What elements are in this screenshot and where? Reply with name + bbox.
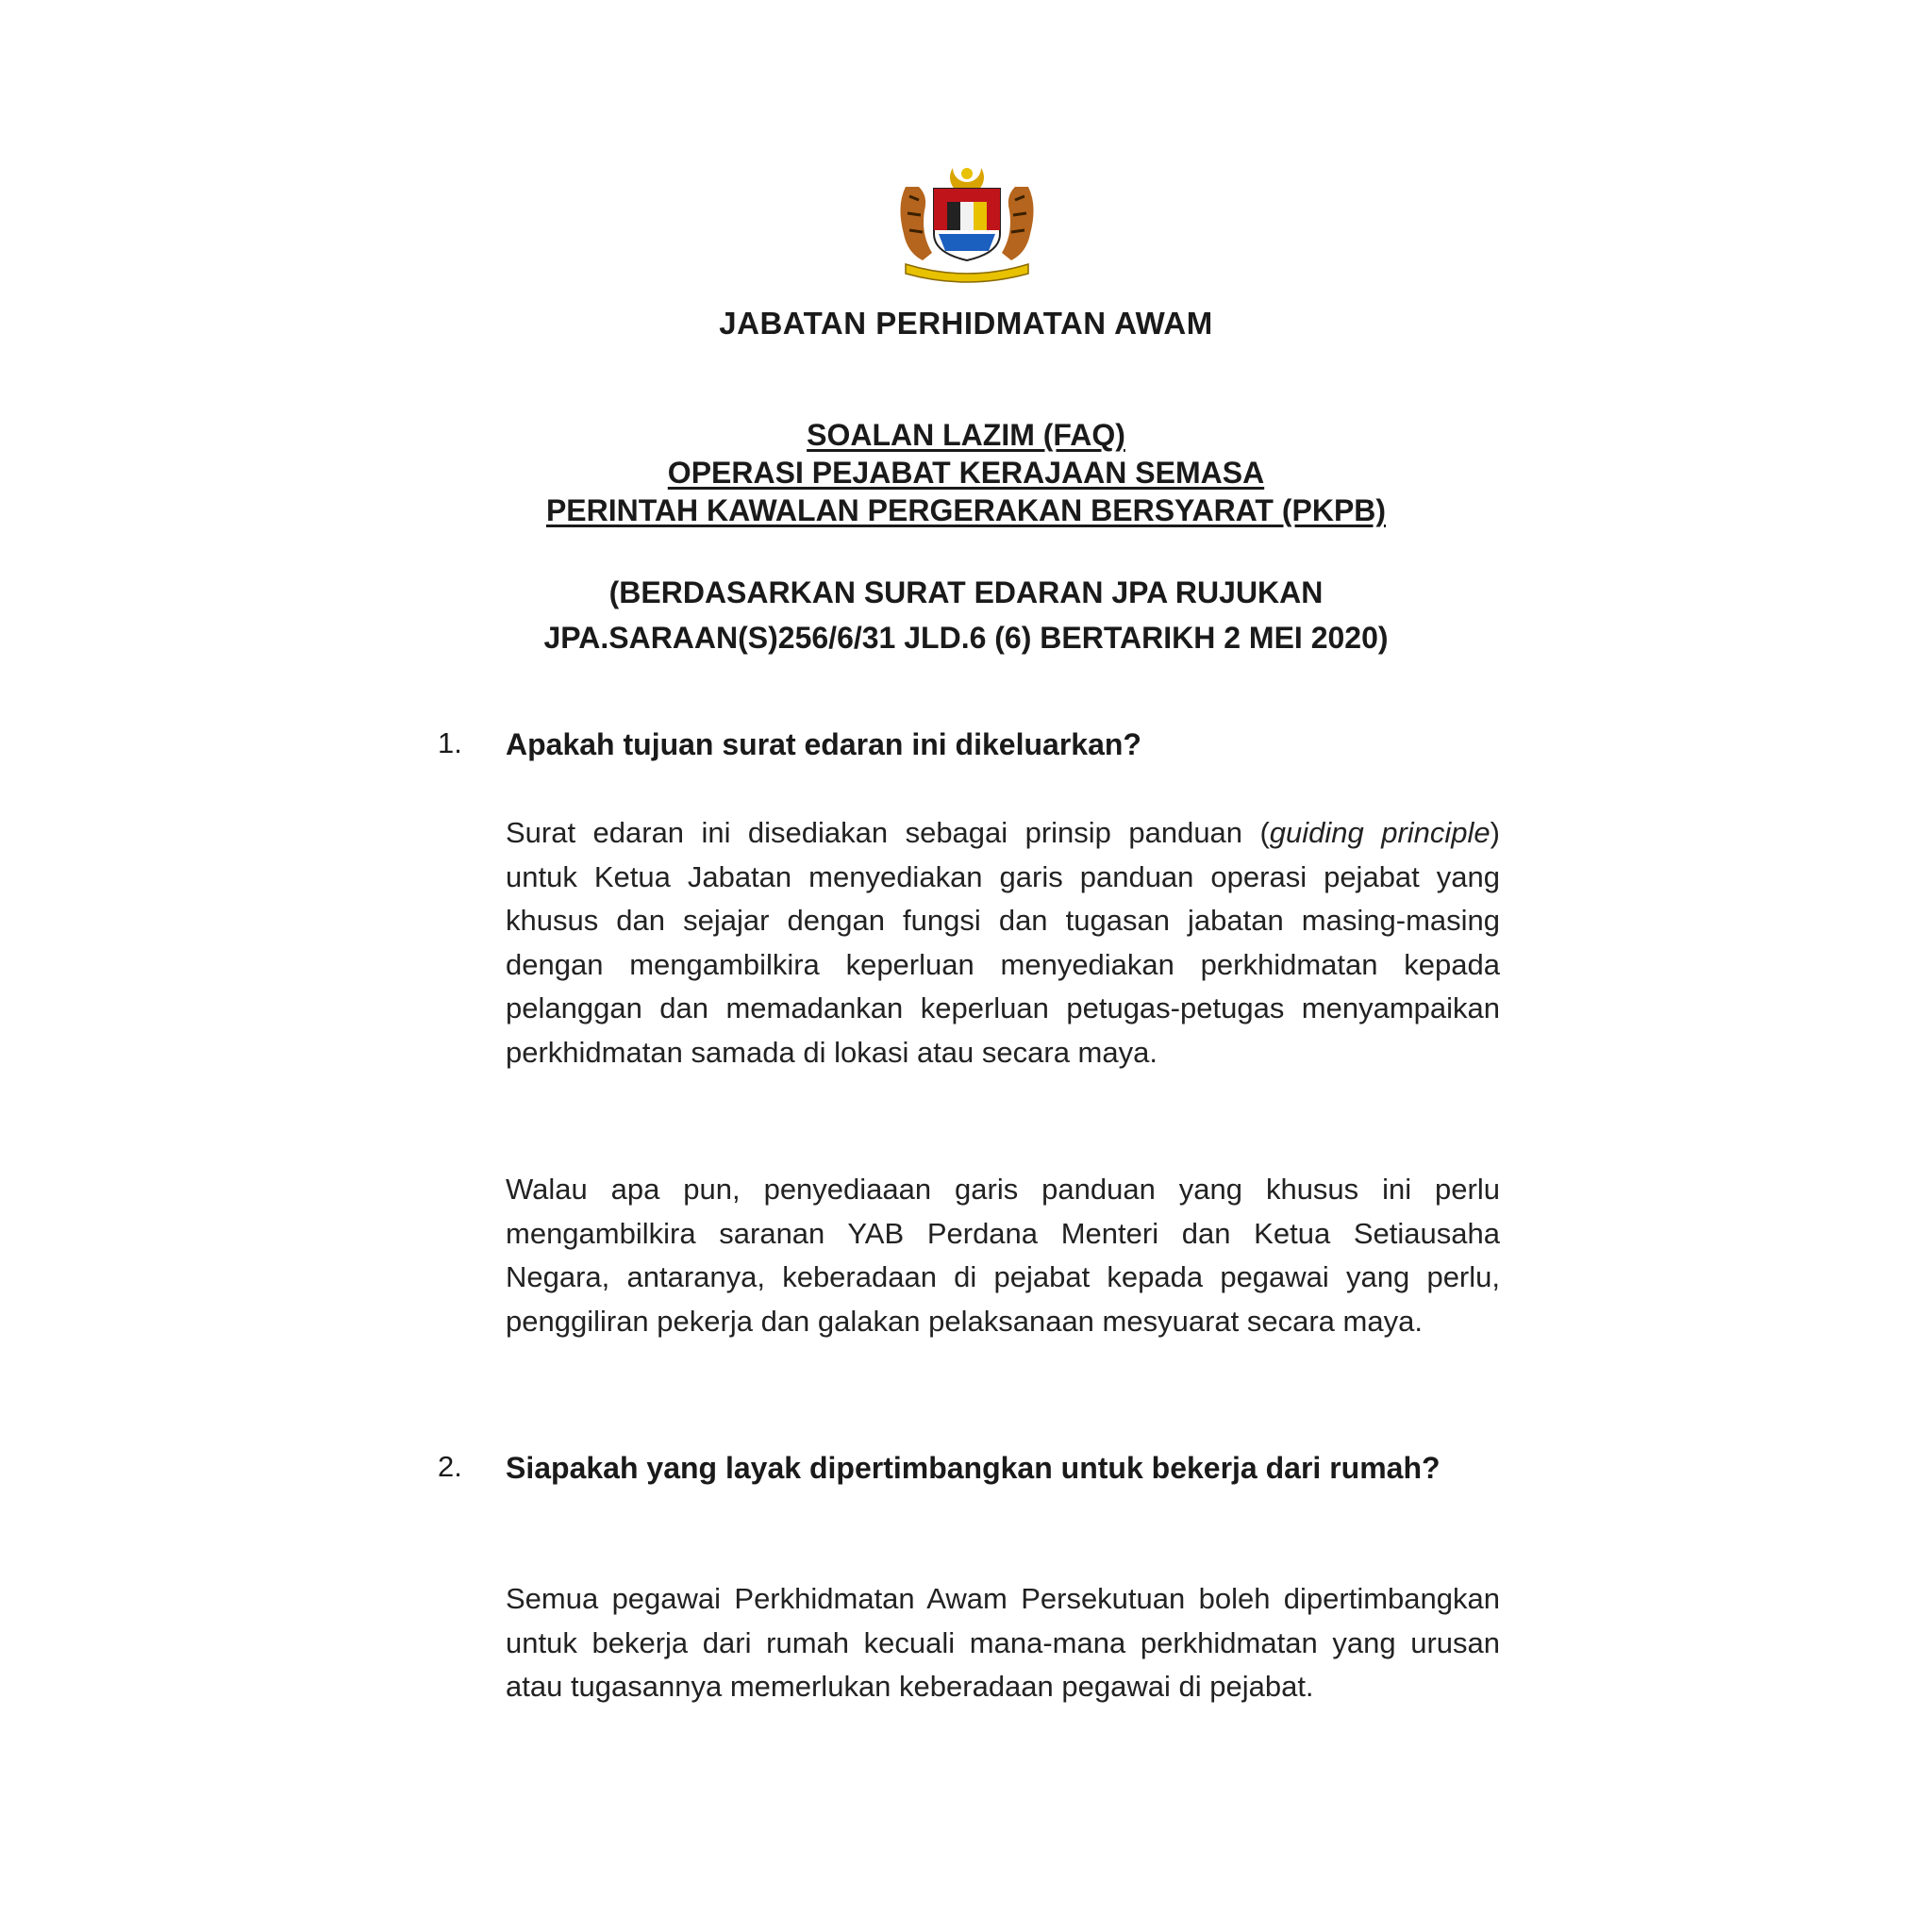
question-2-number: 2. — [438, 1450, 462, 1483]
title-line-2: OPERASI PEJABAT KERAJAAN SEMASA — [667, 456, 1265, 490]
reference-line-1: (BERDASARKAN SURAT EDARAN JPA RUJUKAN — [608, 575, 1324, 609]
question-1-paragraph-1 — [506, 811, 1500, 1074]
document-title — [0, 416, 1932, 529]
reference-note — [0, 570, 1932, 660]
coat-of-arms-icon — [887, 158, 1047, 283]
question-1-paragraph-2: Walau apa pun, penyediaaan garis panduan yang khusus ini perlu mengambilkira saranan YAB Perdana Menteri dan Ketua Setiausaha Negara, antaranya, keberadaan di pejabat kepada pegawai yang perlu, penggiliran pekerja dan galakan pelaksanaan mesyuarat secara maya. — [506, 1173, 1500, 1338]
paragraph-italic-term: guiding principle — [1269, 816, 1491, 849]
question-1-text: Apakah tujuan surat edaran ini dikeluarkan? — [506, 727, 1141, 761]
title-line-3: PERINTAH KAWALAN PERGERAKAN BERSYARAT (PKPB) — [545, 493, 1387, 527]
question-2-paragraph-1: Semua pegawai Perkhidmatan Awam Persekutuan boleh dipertimbangkan untuk bekerja dari rumah kecuali mana-mana perkhidmatan yang urusan atau tugasannya memerlukan keberadaan pegawai di pejabat. — [506, 1582, 1500, 1703]
paragraph-text: ) untuk Ketua Jabatan menyediakan garis panduan operasi pejabat yang khusus dan sejajar dengan fungsi dan tugasan jabatan masing-masing dengan mengambilkira keperluan menyediakan perkhidmatan kepada pelanggan dan memadankan keperluan petugas-petugas menyampaikan perkhidmatan samada di lokasi atau secara maya. — [506, 816, 1500, 1069]
reference-line-2: JPA.SARAAN(S)256/6/31 JLD.6 (6) BERTARIKH 2 MEI 2020) — [543, 621, 1389, 655]
question-1-number: 1. — [438, 726, 462, 759]
paragraph-text: Surat edaran ini disediakan sebagai prinsip panduan ( — [506, 816, 1270, 849]
organization-name: JABATAN PERHIDMATAN AWAM — [719, 306, 1213, 341]
title-line-1: SOALAN LAZIM (FAQ) — [807, 418, 1125, 452]
question-2-text: Siapakah yang layak dipertimbangkan untuk bekerja dari rumah? — [506, 1451, 1441, 1485]
